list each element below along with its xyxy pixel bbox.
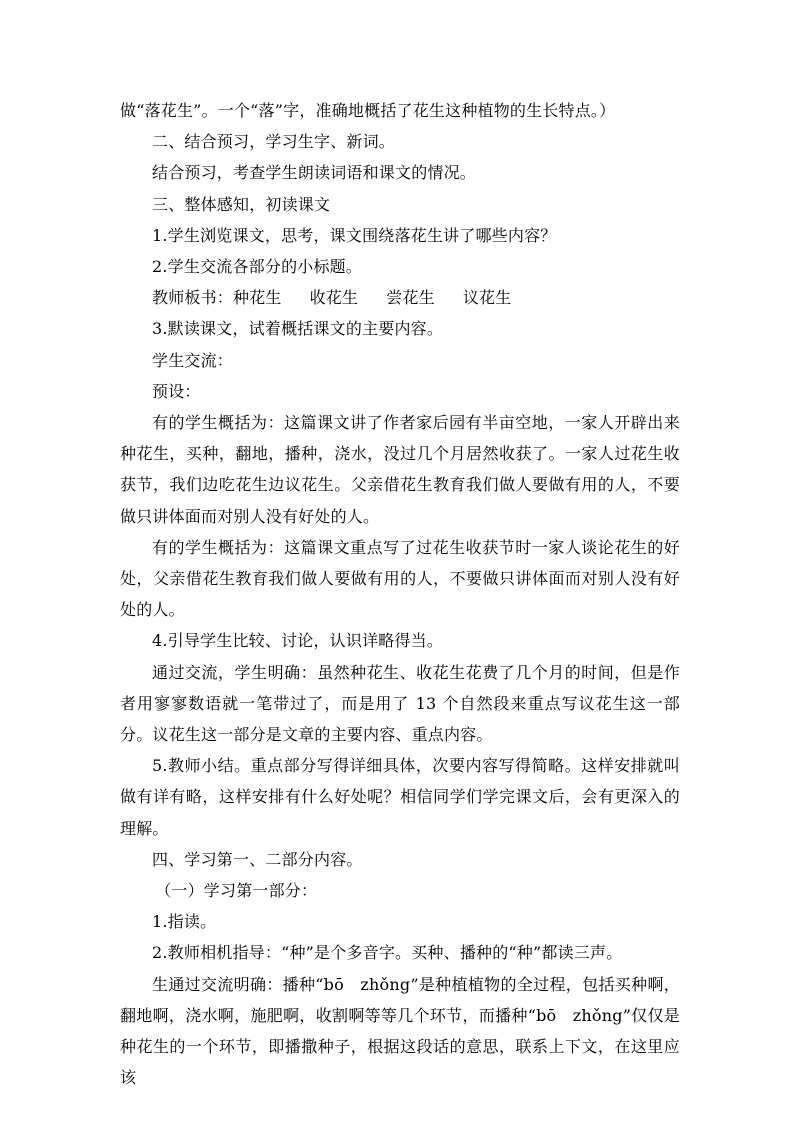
subheading-part-one: （一）学习第一部分： [155,881,318,901]
step-2-pronunciation: 2.教师相机指导：“种”是个多音字。买种、播种的“种”都读三声。 [152,943,623,963]
board-label: 教师板书： [152,288,234,308]
student-exchange-label: 学生交流： [152,350,234,370]
heading-section-four: 四、学习第一、二部分内容。 [152,849,363,869]
blackboard-notes [120,282,680,313]
heading-section-two: 二、结合预习，学习生字、新词。 [152,132,396,152]
paragraph-preview-check: 结合预习，考查学生朗读词语和课文的情况。 [152,163,477,183]
step-1-browse: 1.学生浏览课文，思考，课文围绕落花生讲了哪些内容？ [152,225,557,245]
step-5-teacher-summary: 5.教师小结。重点部分写得详细具体，次要内容写得简略。这样安排就叫做有详有略，这样安排有什么好处呢？相信同学们学完课文后，会有更深入的理解。 [120,756,680,838]
document-body [120,95,680,1094]
paragraph-pronunciation-exchange: 生通过交流明确：播种“bō zhǒng”是种植植物的全过程，包括买种啊，翻地啊，浇水啊，施肥啊，收割啊等等几个环节，而播种“bō zhǒng”仅仅是种花生的一个环节，即播撒种子，根据这段话的意思，联系上下文，在这里应该 [120,974,680,1088]
board-item: 种花生 [233,288,282,308]
board-item: 尝花生 [386,288,435,308]
heading-section-three: 三、整体感知，初读课文 [152,194,331,214]
step-4-compare: 4.引导学生比较、讨论，认识详略得当。 [152,631,444,651]
paragraph-continued-note: 做“落花生”。一个“落”字，准确地概括了花生这种植物的生长特点。） [120,101,616,120]
summary-option-two: 有的学生概括为：这篇课文重点写了过花生收获节时一家人谈论花生的好处，父亲借花生教育我们做人要做有用的人，不要做只讲体面而对别人没有好处的人。 [120,537,680,620]
summary-option-one: 有的学生概括为：这篇课文讲了作者家后园有半亩空地，一家人开辟出来种花生，买种，翻地，播种，浇水，没过几个月居然收获了。一家人过花生收获节，我们边吃花生边议花生。父亲借花生教育我们做人要做有用的人，不要做只讲体面而对别人没有好处的人。 [120,413,680,526]
board-item: 议花生 [462,288,512,308]
step-1-read-aloud: 1.指读。 [152,912,217,932]
paragraph-detail-balance: 通过交流，学生明确：虽然种花生、收花生花费了几个月的时间，但是作者用寥寥数语就一笔带过了，而是用了 13 个自然段来重点写议花生这一部分。议花生这一部分是文章的主要内容、重点内容。 [120,662,680,745]
preset-label: 预设： [152,381,201,401]
board-item: 收花生 [309,288,359,308]
step-2-subtitles: 2.学生交流各部分的小标题。 [152,257,363,277]
step-3-summarize: 3.默读课文，试着概括课文的主要内容。 [152,319,444,339]
